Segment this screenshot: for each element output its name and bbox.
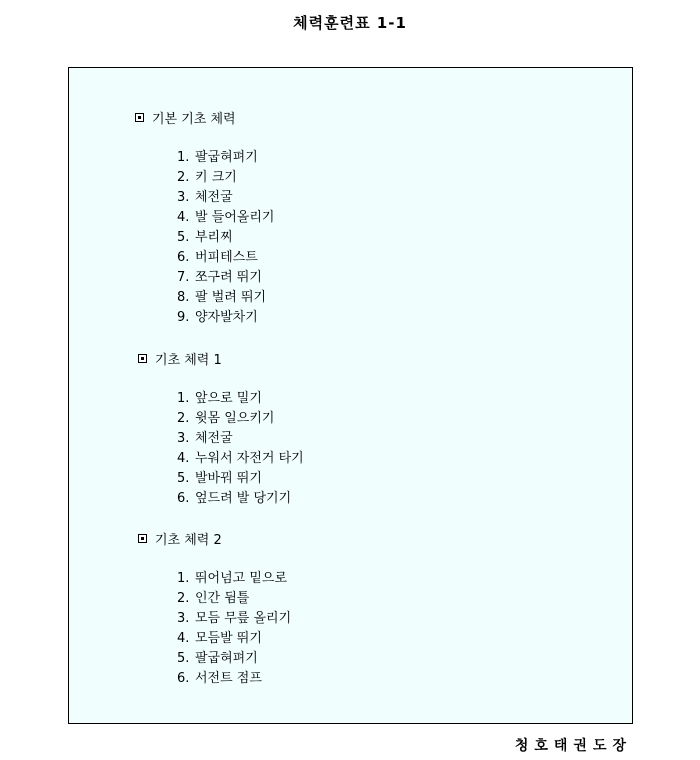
item-text: 팔굽혀펴기 <box>195 150 258 165</box>
item-text: 체전굴 <box>195 431 233 446</box>
item-number: 7. <box>177 270 190 285</box>
item-number: 9. <box>177 310 190 325</box>
list-item <box>177 469 304 489</box>
item-number: 6. <box>177 250 190 265</box>
list-item <box>177 228 274 248</box>
exercise-list <box>177 569 291 689</box>
item-number: 5. <box>177 651 190 666</box>
item-number: 5. <box>177 230 190 245</box>
list-item <box>177 268 274 288</box>
item-text: 발바꿔 뛰기 <box>195 471 262 486</box>
list-item <box>177 389 304 409</box>
section-header <box>138 349 222 367</box>
item-number: 2. <box>177 170 190 185</box>
list-item <box>177 589 291 609</box>
item-text: 팔굽혀펴기 <box>195 651 258 666</box>
item-text: 모듬발 뛰기 <box>195 631 262 646</box>
exercise-list <box>177 148 274 328</box>
item-number: 3. <box>177 190 190 205</box>
item-text: 앞으로 밀기 <box>195 391 262 406</box>
footer-dojang-name: 청호태권도장 <box>514 738 632 754</box>
item-number: 2. <box>177 411 190 426</box>
square-bullet-icon <box>138 534 147 543</box>
item-number: 8. <box>177 290 190 305</box>
item-text: 서전트 점프 <box>195 671 262 686</box>
list-item <box>177 188 274 208</box>
item-number: 5. <box>177 471 190 486</box>
item-number: 3. <box>177 431 190 446</box>
list-item <box>177 168 274 188</box>
section-heading: 기초 체력 2 <box>155 532 222 548</box>
content-box <box>68 67 633 724</box>
item-text: 모듬 무릎 올리기 <box>195 611 292 626</box>
item-number: 1. <box>177 571 190 586</box>
list-item <box>177 449 304 469</box>
list-item <box>177 208 274 228</box>
item-number: 3. <box>177 611 190 626</box>
section-header <box>138 529 222 547</box>
item-number: 2. <box>177 591 190 606</box>
item-number: 6. <box>177 491 190 506</box>
item-text: 인간 뒴틀 <box>195 591 250 606</box>
list-item <box>177 569 291 589</box>
list-item <box>177 409 304 429</box>
item-text: 발 들어올리기 <box>195 210 275 225</box>
item-text: 키 크기 <box>195 170 237 185</box>
item-text: 버피테스트 <box>195 250 258 265</box>
exercise-list <box>177 389 304 509</box>
list-item <box>177 248 274 268</box>
item-number: 6. <box>177 671 190 686</box>
list-item <box>177 649 291 669</box>
list-item <box>177 489 304 509</box>
list-item <box>177 669 291 689</box>
list-item <box>177 308 274 328</box>
list-item <box>177 629 291 649</box>
item-number: 1. <box>177 150 190 165</box>
item-text: 팔 벌려 뛰기 <box>195 290 267 305</box>
section-header <box>135 108 236 126</box>
square-bullet-icon <box>135 113 144 122</box>
list-item <box>177 429 304 449</box>
item-text: 양자발차기 <box>195 310 258 325</box>
item-number: 4. <box>177 451 190 466</box>
item-text: 부리찌 <box>195 230 233 245</box>
item-text: 엎드려 발 당기기 <box>195 491 292 506</box>
item-number: 1. <box>177 391 190 406</box>
section-heading: 기초 체력 1 <box>155 352 222 368</box>
item-text: 윗몸 일으키기 <box>195 411 275 426</box>
list-item <box>177 148 274 168</box>
list-item <box>177 288 274 308</box>
item-text: 체전굴 <box>195 190 233 205</box>
item-number: 4. <box>177 210 190 225</box>
item-number: 4. <box>177 631 190 646</box>
item-text: 쪼구려 뛰기 <box>195 270 262 285</box>
page-title: 체력훈련표 1-1 <box>293 14 407 32</box>
item-text: 누워서 자전거 타기 <box>195 451 304 466</box>
square-bullet-icon <box>138 354 147 363</box>
section-heading: 기본 기초 체력 <box>152 111 236 127</box>
item-text: 뛰어넘고 밑으로 <box>195 571 288 586</box>
list-item <box>177 609 291 629</box>
